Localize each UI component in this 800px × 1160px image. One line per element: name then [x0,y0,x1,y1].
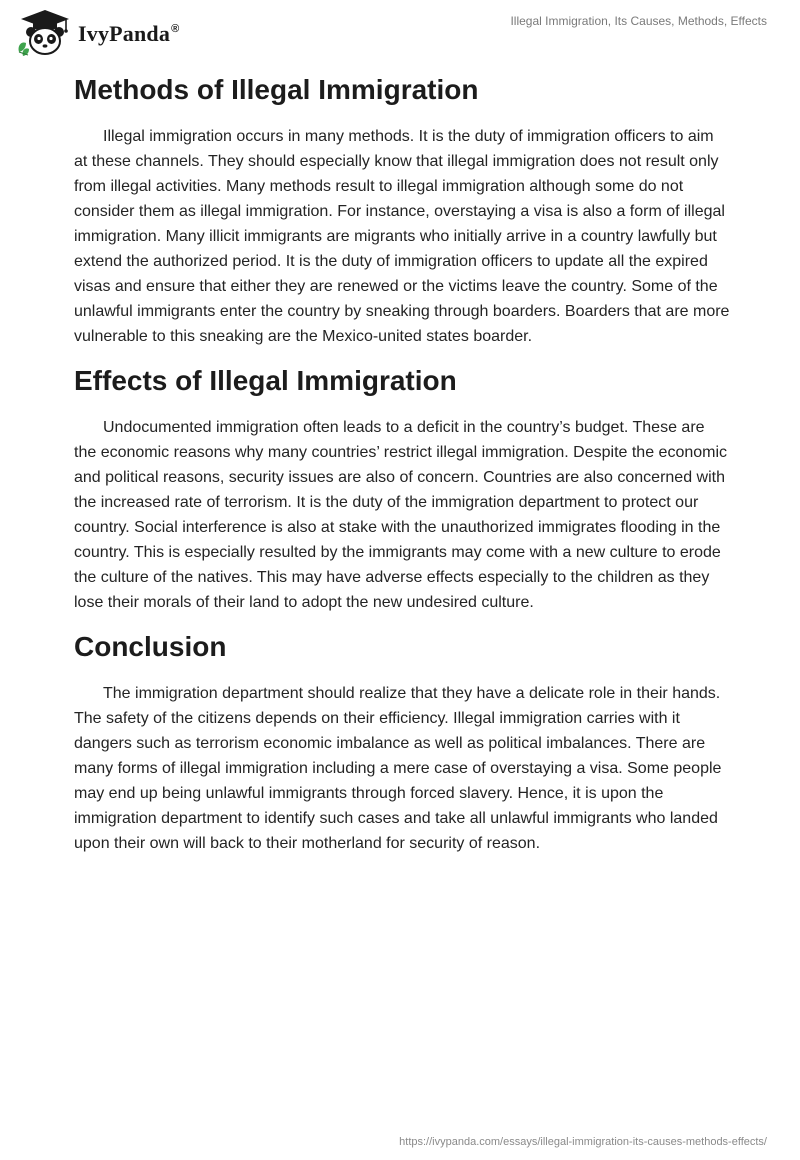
section-conclusion [74,627,730,856]
section-heading: Conclusion [74,631,227,662]
section-paragraph: The immigration department should realize that they have a delicate role in their hands. The safety of the citizens depends on their efficiency. Illegal immigration carries with it dangers such as terrorism economic imbalance as well as political imbalances. There are many forms of illegal immigration including a mere case of overstaying a visa. Some people may end up being unlawful immigrants through forced slavery. Hence, it is upon the immigration department to identify such cases and take all unlawful immigrants who landed upon their own will back to their motherland for security of reason. [74,685,722,852]
section-methods [74,70,730,349]
registered-mark: ® [171,23,180,35]
source-url-link[interactable]: https://ivypanda.com/essays/illegal-immigration-its-causes-methods-effects/ [399,1136,767,1148]
ivypanda-logo[interactable] [14,8,179,58]
panda-graduate-icon [14,8,76,58]
essay-content [74,70,730,868]
brand-name-text: IvyPanda [78,21,171,46]
section-effects [74,361,730,615]
page-header [0,0,800,66]
section-paragraph: Illegal immigration occurs in many methods. It is the duty of immigration officers to aim at these channels. They should especially know that illegal immigration does not result only from illegal activities. Many methods result to illegal immigration although some do not consider them as illegal immigration. For instance, overstaying a visa is also a form of illegal immigration. Many illicit immigrants are migrants who initially arrive in a country lawfully but extend the authorized period. It is the duty of immigration officers to update all the expired visas and ensure that either they are renewed or the victims leave the country. Some of the unlawful immigrants enter the country by sneaking through boarders. Boarders that are more vulnerable to this sneaking are the Mexico-united states boarder. [74,128,730,345]
section-heading: Methods of Illegal Immigration [74,74,479,105]
section-heading: Effects of Illegal Immigration [74,365,457,396]
section-paragraph: Undocumented immigration often leads to a deficit in the country’s budget. These are the economic reasons why many countries’ restrict illegal immigration. Despite the economic and political reasons, security issues are also of concern. Countries are also concerned with the increased rate of terrorism. It is the duty of the immigration department to protect our country. Social interference is also at stake with the unauthorized immigrates flooding in the country. This is especially resulted by the immigrants may come with a new culture to erode the culture of the natives. This may have adverse effects especially to the children as they lose their morals of their land to adopt the new undesired culture. [74,419,728,611]
brand-name [78,21,179,47]
document-title: Illegal Immigration, Its Causes, Methods, Effects [510,14,767,28]
